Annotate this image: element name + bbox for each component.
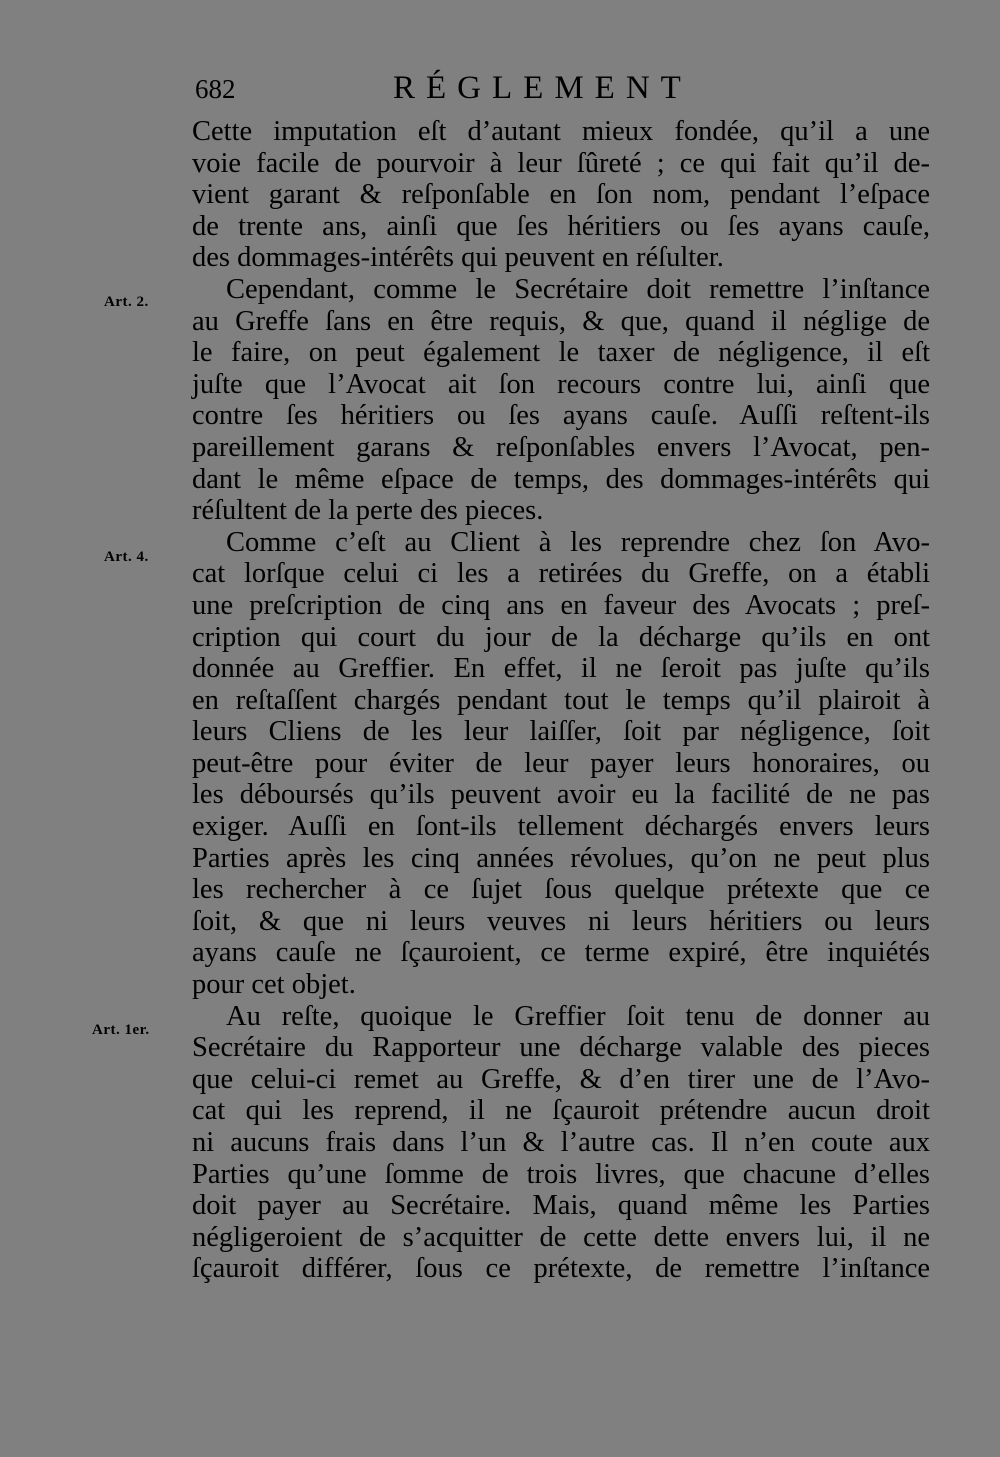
margin-note-art-2: Art. 2. (104, 294, 149, 310)
text-line: pareillement garans & reſponſables envers l’Avocat, pen- (192, 431, 930, 463)
text-line: exiger. Auſſi en ſont-ils tellement déchargés envers leurs (192, 811, 930, 843)
text-line: les déboursés qu’ils peuvent avoir eu la facilité de ne pas (192, 779, 930, 811)
text-line: ſoit, & que ni leurs veuves ni leurs héritiers ou leurs (192, 905, 930, 937)
text-line: Au reſte, quoique le Greffier ſoit tenu de donner au (226, 1000, 930, 1032)
text-line: Parties qu’une ſomme de trois livres, que chacune d’elles (192, 1158, 930, 1190)
text-line: au Greffe ſans en être requis, & que, quand il néglige de (192, 305, 930, 337)
text-line: peut-être pour éviter de leur payer leurs honoraires, ou (192, 747, 930, 779)
text-line: ayans cauſe ne ſçauroient, ce terme expiré, être inquiétés (192, 937, 930, 969)
text-line: des dommages-intérêts qui peuvent en réſulter. (192, 242, 724, 274)
running-head: RÉGLEMENT (393, 70, 692, 106)
page-header (195, 70, 930, 110)
body-text (192, 116, 930, 1285)
text-line: réſultent de la perte des pieces. (192, 495, 544, 527)
text-line: une preſcription de cinq ans en faveur des Avocats ; preſ- (192, 589, 930, 621)
text-line: Comme c’eſt au Client à les reprendre chez ſon Avo- (226, 526, 930, 558)
text-line: leurs Cliens de les leur laiſſer, ſoit par négligence, ſoit (192, 716, 930, 748)
text-line: voie facile de pourvoir à leur ſûreté ; ce qui fait qu’il de- (192, 147, 930, 179)
text-line: ni aucuns frais dans l’un & l’autre cas. Il n’en coute aux (192, 1127, 930, 1158)
text-line: cription qui court du jour de la décharge qu’ils en ont (192, 621, 930, 653)
text-line: Cependant, comme le Secrétaire doit remettre l’inſtance (226, 273, 930, 305)
text-line: en reſtaſſent chargés pendant tout le temps qu’il plairoit à (192, 684, 930, 716)
margin-note-art-1: Art. 1er. (92, 1022, 150, 1038)
text-line: que celui-ci remet au Greffe, & d’en tirer une de l’Avo- (192, 1063, 930, 1095)
text-line: juſte que l’Avocat ait ſon recours contre lui, ainſi que (192, 368, 930, 400)
text-line: le faire, on peut également le taxer de négligence, il eſt (192, 337, 930, 369)
text-line: les rechercher à ce ſujet ſous quelque prétexte que ce (192, 874, 930, 906)
text-line: ſçauroit différer, ſous ce prétexte, de remettre l’inſtance (192, 1253, 930, 1285)
page-number: 682 (195, 74, 236, 104)
text-line: Secrétaire du Rapporteur une décharge valable des pieces (192, 1032, 930, 1064)
text-line: contre ſes héritiers ou ſes ayans cauſe. Auſſi reſtent-ils (192, 400, 930, 432)
text-line: cat lorſque celui ci les a retirées du Greffe, on a établi (192, 558, 930, 590)
text-line: pour cet objet. (192, 969, 356, 1001)
text-line: de trente ans, ainſi que ſes héritiers ou ſes ayans cauſe, (192, 210, 930, 242)
text-line: donnée au Greffier. En effet, il ne ſeroit pas juſte qu’ils (192, 653, 930, 685)
text-line: Parties après les cinq années révolues, qu’on ne peut plus (192, 842, 930, 874)
text-line: dant le même eſpace de temps, des dommages-intérêts qui (192, 463, 930, 495)
margin-note-art-4: Art. 4. (104, 549, 149, 565)
text-line: cat qui les reprend, il ne ſçauroit prétendre aucun droit (192, 1095, 930, 1127)
text-line: vient garant & reſponſable en ſon nom, pendant l’eſpace (192, 179, 930, 211)
text-line: doit payer au Secrétaire. Mais, quand même les Parties (192, 1190, 930, 1222)
text-line: Cette imputation eſt d’autant mieux fondée, qu’il a une (192, 116, 930, 147)
text-line: négligeroient de s’acquitter de cette dette envers lui, il ne (192, 1221, 930, 1253)
